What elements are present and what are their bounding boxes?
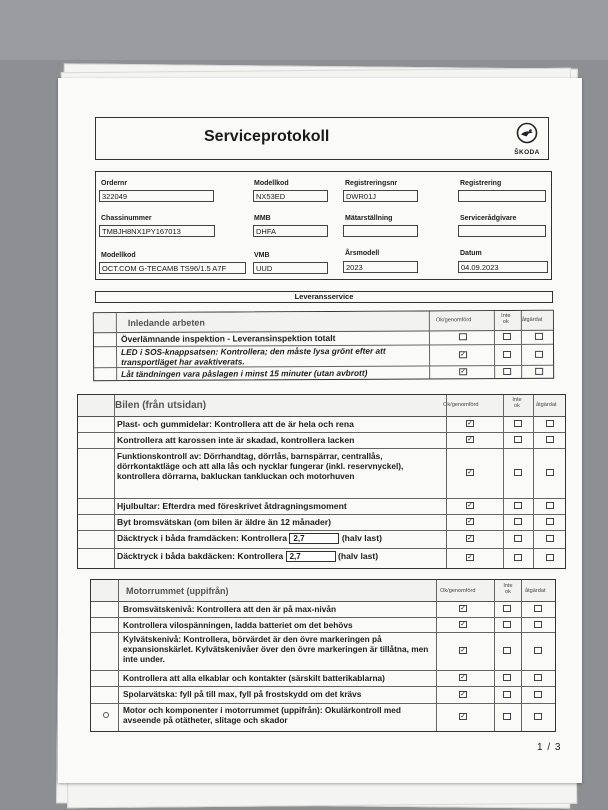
row-suffix: (halv last): [338, 551, 379, 561]
tire-pressure-front-input[interactable]: 2,7: [289, 533, 339, 544]
section-header: [91, 580, 555, 602]
checkbox-inte-ok[interactable]: [514, 535, 522, 542]
checkbox-atgardat[interactable]: [534, 605, 542, 612]
row-text: Låt tändningen vara påslagen i minst 15 minuter (utan avbrott): [121, 367, 368, 380]
row-text: Spolarvätska: fyll på till max, fyll på frostskydd om det krävs: [123, 689, 362, 699]
skoda-arrow-logo-icon: [516, 122, 538, 144]
checkbox-inte-ok[interactable]: [514, 420, 522, 427]
checkbox-atgardat[interactable]: [535, 351, 543, 358]
checkbox-atgardat[interactable]: [546, 502, 554, 509]
checkbox-ok[interactable]: [466, 420, 474, 427]
checkbox-atgardat[interactable]: [546, 554, 554, 561]
row-text: Kontrollera vilospänningen, ladda batteriet om det behövs: [123, 620, 353, 630]
checklist-row: [78, 448, 565, 499]
document-title: Serviceprotokoll: [204, 128, 330, 145]
checklist-row: [91, 617, 555, 633]
ordernr-label: Ordernr: [101, 180, 128, 187]
datum-field: 04.09.2023: [458, 261, 548, 273]
row-text: Däcktryck i båda framdäcken: Kontrollera: [117, 533, 288, 543]
brand-logo: [512, 122, 542, 156]
checkbox-atgardat[interactable]: [534, 621, 542, 628]
checkbox-ok[interactable]: [466, 436, 474, 443]
checkbox-ok[interactable]: [459, 713, 467, 720]
row-text: Motor och komponenter i motorrummet (uppifrån): Okulärkontroll med avseende på otätheter, slitage och skador: [123, 705, 401, 726]
registrering-label: Registrering: [460, 180, 502, 187]
checkbox-ok[interactable]: [466, 502, 474, 509]
regnr-label: Registreringsnr: [345, 180, 398, 187]
checkbox-inte-ok[interactable]: [503, 713, 511, 720]
column-header-inte-ok: Inte ok: [503, 583, 513, 595]
datum-label: Datum: [460, 250, 482, 257]
checkbox-ok[interactable]: [459, 605, 467, 612]
column-header-inte-ok: Inte ok: [512, 397, 522, 409]
checkbox-inte-ok[interactable]: [503, 691, 511, 698]
row-text: Kontrollera att alla elkablar och kontakter (särskilt batterikablarna): [123, 673, 385, 683]
mmb-field: DHFA: [253, 225, 328, 237]
registrering-field: [458, 190, 546, 202]
column-header-inte-ok: Inte ok: [501, 313, 511, 326]
row-text: Däcktryck i båda bakdäcken: Kontrollera: [117, 551, 284, 561]
checklist-row: [91, 601, 555, 618]
checkbox-ok[interactable]: [466, 554, 474, 561]
column-header-ok: Ok/genomförd: [443, 402, 479, 408]
checkbox-ok[interactable]: [459, 647, 467, 654]
checklist-row: [91, 686, 555, 704]
row-text: Bromsvätskenivå: Kontrollera att den är på max-nivån: [123, 604, 337, 614]
vmb-field: UUD: [253, 262, 328, 274]
checkbox-ok[interactable]: [466, 535, 474, 542]
servicerad-label: Servicerådgivare: [460, 215, 517, 222]
modellkod-text-label: Modellkod: [101, 252, 136, 259]
checkbox-atgardat[interactable]: [534, 647, 542, 654]
vehicle-info-box: [95, 171, 552, 280]
section-title: Motorrummet (uppifrån): [126, 586, 229, 596]
matarstallning-field: [343, 225, 418, 237]
vmb-label: VMB: [254, 252, 270, 259]
section-title: Inledande arbeten: [127, 317, 205, 329]
checkbox-inte-ok[interactable]: [503, 368, 511, 375]
checkbox-atgardat[interactable]: [546, 469, 554, 476]
checkbox-atgardat[interactable]: [546, 518, 554, 525]
checkbox-inte-ok[interactable]: [514, 436, 522, 443]
column-header-atgardat: åtgärdat: [536, 402, 557, 408]
row-text: Funktionskontroll av: Dörrhandtag, dörrlås, barnspärrar, centrallås, dörrkontaktläge och att alla lås och nycklar fungerar (inkl. reservnyckel), kontrollera dörrarna, bakluckan tankluckan och motorhuven: [117, 451, 404, 482]
row-text: Överlämnande inspektion - Leveransinspektion totalt: [120, 332, 336, 345]
section-motorrummet: [90, 579, 556, 732]
checkbox-inte-ok[interactable]: [503, 674, 511, 681]
document-header: [95, 117, 549, 160]
tire-pressure-rear-input[interactable]: 2,7: [286, 551, 336, 562]
checkbox-ok[interactable]: [459, 351, 467, 358]
matarstallning-label: Mätarställning: [345, 215, 393, 222]
column-header-ok: Ok/genomförd: [440, 588, 476, 594]
checklist-row: [91, 703, 555, 731]
column-header-atgardat: åtgärdat: [525, 588, 546, 594]
row-text: Hjulbultar: Efterdra med föreskrivet åtdragningsmoment: [117, 501, 347, 511]
checkbox-atgardat[interactable]: [534, 691, 542, 698]
checkbox-ok[interactable]: [466, 469, 474, 476]
checklist-row: [78, 416, 565, 433]
checkbox-inte-ok[interactable]: [514, 502, 522, 509]
section-header: [78, 395, 565, 417]
ordernr-field: 322049: [99, 190, 214, 202]
checkbox-atgardat[interactable]: [546, 436, 554, 443]
modellkod-label: Modellkod: [254, 180, 289, 187]
checkbox-ok[interactable]: [459, 674, 467, 681]
checkbox-atgardat[interactable]: [534, 674, 542, 681]
section-title: Bilen (från utsidan): [115, 400, 207, 411]
checkbox-inte-ok[interactable]: [503, 605, 511, 612]
checkbox-ok[interactable]: [459, 333, 467, 340]
background-surface: [0, 0, 608, 60]
checkbox-atgardat[interactable]: [534, 713, 542, 720]
column-header-ok: Ok/genomförd: [435, 317, 472, 324]
modellkod-field: NX53ED: [253, 190, 328, 202]
column-header-atgardat: åtgärdat: [521, 316, 543, 323]
arsmodell-label: Årsmodell: [345, 250, 380, 257]
checkbox-atgardat[interactable]: [535, 333, 543, 340]
checklist-row: [94, 365, 553, 380]
checklist-row: [78, 498, 565, 515]
section-bilen-fran-utsidan: [77, 394, 566, 569]
section-inledande-arbeten: [93, 310, 554, 381]
row-text: Kontrollera att karossen inte är skadad, kontrollera lacken: [117, 435, 355, 445]
checkbox-inte-ok[interactable]: [503, 647, 511, 654]
modellkod-text-field: OCT.COM G-TECAMB TS96/1.5 A7F: [99, 262, 246, 274]
checkbox-inte-ok[interactable]: [514, 469, 522, 476]
checkbox-inte-ok[interactable]: [503, 351, 511, 358]
row-text: Byt bromsvätskan (om bilen är äldre än 12 månader): [117, 517, 331, 527]
checkbox-atgardat[interactable]: [535, 368, 543, 375]
bullet-icon: [103, 712, 109, 718]
row-text: LED i SOS-knappsatsen: Kontrollera; den måste lysa grönt efter att transportläget har avaktiverats.: [121, 345, 386, 368]
checkbox-ok[interactable]: [466, 518, 474, 525]
leveransservice-title: Leveransservice: [95, 291, 553, 303]
chassinummer-field: TMBJH8NX1PY167013: [99, 225, 215, 237]
checklist-row: [91, 670, 555, 687]
checkbox-ok[interactable]: [459, 621, 467, 628]
regnr-field: DWR01J: [343, 190, 418, 202]
checkbox-ok[interactable]: [459, 368, 467, 375]
checklist-row: [78, 514, 565, 531]
chassinummer-label: Chassinummer: [101, 215, 152, 222]
checklist-row: [91, 632, 555, 671]
checkbox-ok[interactable]: [459, 691, 467, 698]
checkbox-inte-ok[interactable]: [503, 621, 511, 628]
checkbox-inte-ok[interactable]: [503, 333, 511, 340]
brand-wordmark: ŠKODA: [514, 149, 540, 156]
checklist-row: [78, 530, 565, 549]
row-text: Kylvätskenivå: Kontrollera, börvärdet är den övre markeringen på expansionskärlet. Kylvätskenivåer över den övre markeringen är tillåtna, men inte under.: [123, 634, 429, 665]
checkbox-atgardat[interactable]: [546, 535, 554, 542]
arsmodell-field: 2023: [343, 261, 418, 273]
checkbox-inte-ok[interactable]: [514, 518, 522, 525]
checkbox-inte-ok[interactable]: [514, 554, 522, 561]
page-number: 1 / 3: [537, 742, 562, 753]
checklist-row: [78, 548, 565, 568]
row-text: Plast- och gummidelar: Kontrollera att de är hela och rena: [117, 419, 354, 429]
checklist-row: [78, 432, 565, 449]
row-suffix: (halv last): [341, 533, 382, 543]
checkbox-atgardat[interactable]: [546, 420, 554, 427]
mmb-label: MMB: [254, 215, 271, 222]
servicerad-field: [458, 225, 546, 237]
